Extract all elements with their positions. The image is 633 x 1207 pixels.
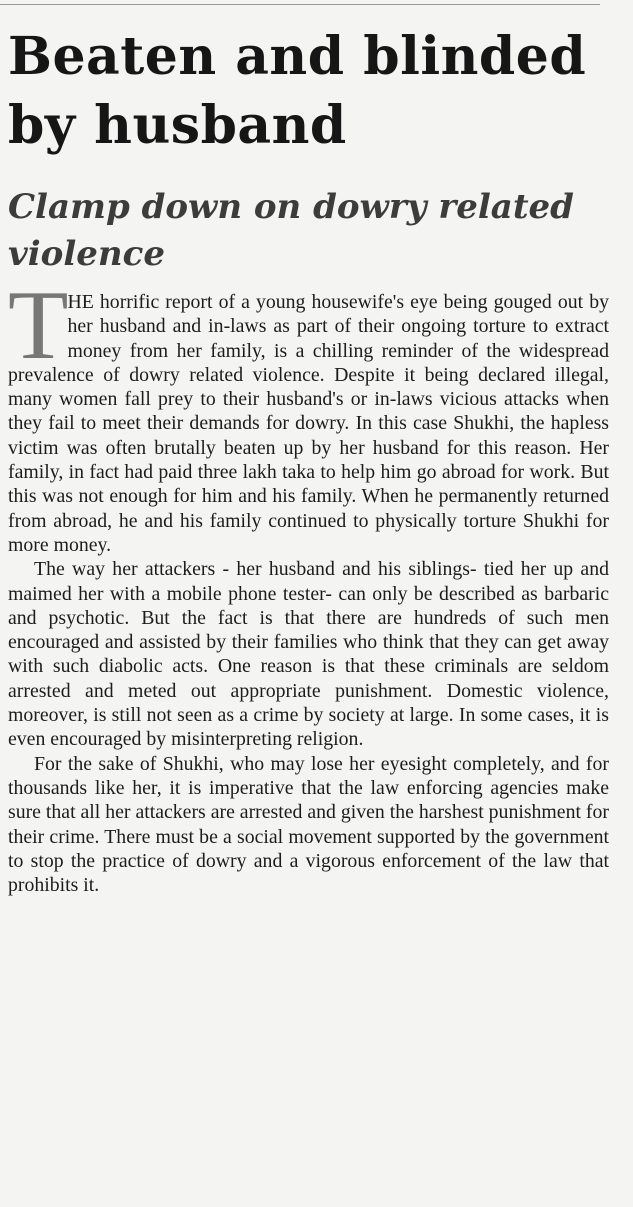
drop-cap: T bbox=[8, 271, 66, 380]
paragraph-1 bbox=[8, 271, 609, 557]
subheadline: Clamp down on dowry related violence bbox=[8, 187, 574, 274]
headline: Beaten and blinded by husband bbox=[8, 26, 587, 156]
paragraph-3: For the sake of Shukhi, who may lose her eyesight completely, and for thousands like her, it is imperative that the law enforcing agencies make sure that all her attackers are arrested and given the harshest punishment for their crime. There must be a social movement supported by the government to stop the practice of dowry and a vigorous enforcement of the law that prohibits it. bbox=[8, 752, 609, 897]
article-body bbox=[8, 271, 609, 897]
top-rule bbox=[0, 4, 600, 5]
paragraph-1-text: HE horrific report of a young housewife's eye being gouged out by her husband and in-laws as part of their ongoing torture to extract money from her family, is a chilling reminder of the widespread prevalence of dowry related violence. Despite it being declared illegal, many women fall prey to their husband's or in-laws vicious attacks when they fail to meet their demands for dowry. In this case Shukhi, the hapless victim was often brutally beaten up by her husband for this reason. Her family, in fact had paid three lakh taka to help him go abroad for work. But this was not enough for him and his family. When he permanently returned from abroad, he and his family continued to physically torture Shukhi for more money. bbox=[8, 291, 609, 556]
paragraph-2: The way her attackers - her husband and his siblings- tied her up and maimed her with a mobile phone tester- can only be described as barbaric and psychotic. But the fact is that there are hundreds of such men encouraged and assisted by their families who think that they can get away with such diabolic acts. One reason is that these criminals are seldom arrested and meted out appropriate punishment. Domestic violence, moreover, is still not seen as a crime by society at large. In some cases, it is even encouraged by misinterpreting religion. bbox=[8, 558, 609, 751]
